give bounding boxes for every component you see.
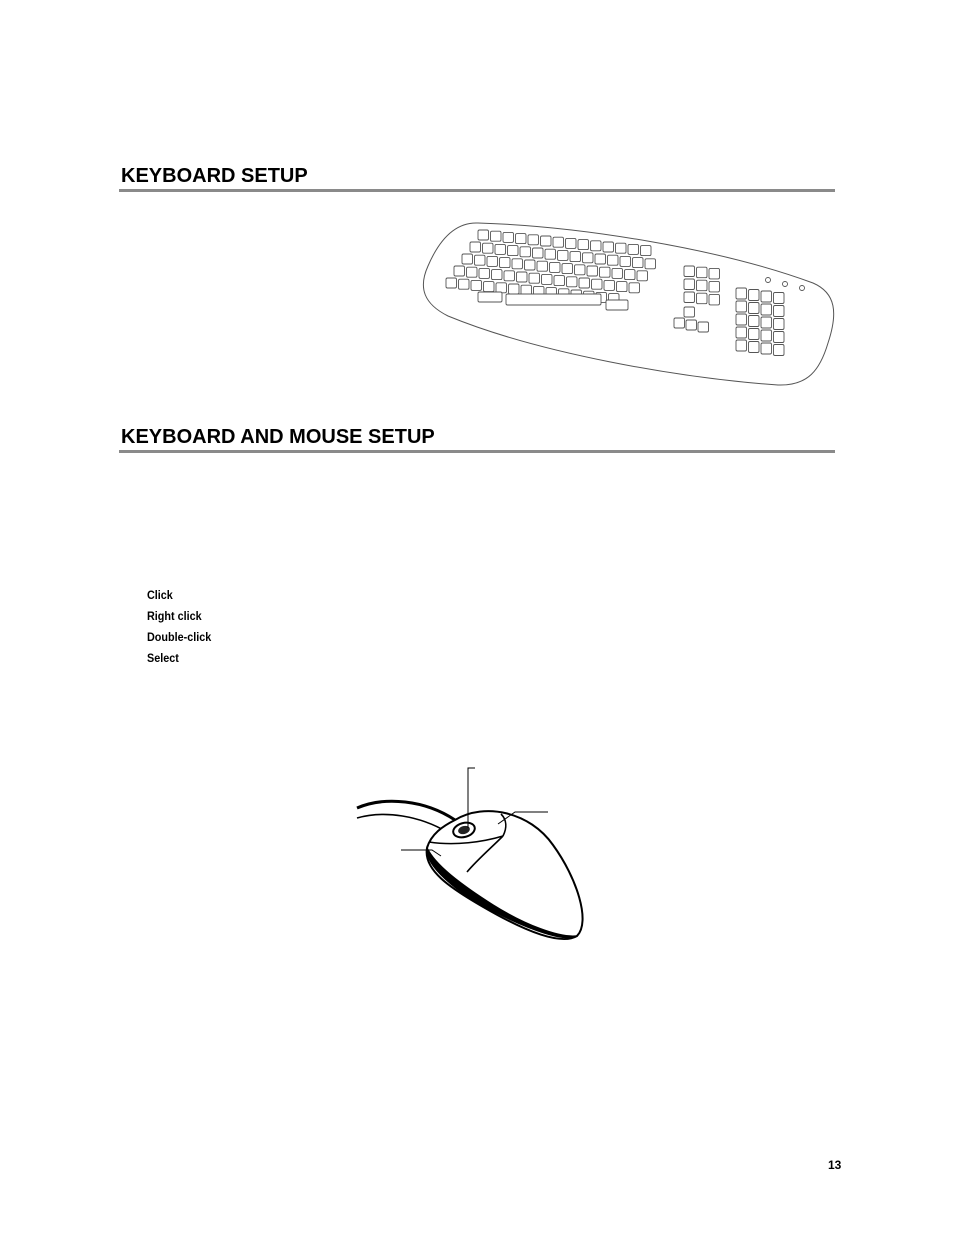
keyboard-key [567,277,578,287]
keyboard-key [645,259,656,269]
keyboard-key [529,273,540,283]
term-double-click: Double-click [147,630,212,644]
keyboard-key [542,274,553,284]
keyboard-key [495,244,506,254]
keyboard-mouse-setup-rule [119,450,835,453]
keyboard-key [698,322,709,332]
keyboard-key [520,247,531,257]
keyboard-key [595,254,606,264]
keyboard-key [578,240,589,250]
keyboard-setup-heading: KEYBOARD SETUP [121,165,308,187]
keyboard-key [566,238,577,248]
keyboard-key [471,280,482,290]
keyboard-key [697,267,708,278]
keyboard-key [579,278,590,288]
keyboard-key [709,294,720,305]
keyboard-key [774,345,785,356]
keyboard-key [553,237,564,247]
keyboard-key [509,284,520,294]
keyboard-key [591,241,602,251]
keyboard-key [478,230,489,240]
mouse-terms-list [147,587,218,671]
keyboard-key [686,320,697,330]
keyboard-key [749,290,760,301]
keyboard-key [600,267,611,277]
keyboard-key [736,314,747,325]
keyboard-key [554,276,565,286]
keyboard-key [736,288,747,299]
keyboard-key [761,291,772,302]
keyboard-key [684,266,695,277]
keyboard-key [500,258,511,268]
keyboard-key [562,264,573,274]
keyboard-key [604,280,615,290]
keyboard-key [684,292,695,303]
keyboard-key [608,255,619,265]
keyboard-key [575,265,586,275]
keyboard-key [761,317,772,328]
keyboard-key [629,283,640,293]
keyboard-key [570,252,581,262]
keyboard-key [749,329,760,340]
keyboard-key [541,236,552,246]
keyboard-key [736,340,747,351]
keyboard-key [478,292,502,302]
keyboard-key [697,293,708,304]
keyboard-key [749,303,760,314]
keyboard-key [749,316,760,327]
keyboard-key [462,254,473,264]
keyboard-key [583,253,594,263]
keyboard-setup-rule [119,189,835,192]
keyboard-key [496,283,507,293]
keyboard-key [592,279,603,289]
page-number: 13 [828,1158,842,1172]
keyboard-key [504,271,515,281]
keyboard-key [479,268,490,278]
keyboard-key [446,278,457,288]
keyboard-key [628,244,639,254]
keyboard-mouse-setup-heading: KEYBOARD AND MOUSE SETUP [121,426,435,448]
keyboard-key [761,304,772,315]
keyboard-illustration [418,218,838,390]
keyboard-key [637,271,648,281]
keyboard-key [616,243,627,253]
keyboard-key [761,330,772,341]
keyboard-key [517,272,528,282]
keyboard-key [697,280,708,291]
keyboard-key [684,279,695,290]
keyboard-key [774,332,785,343]
keyboard-key [545,249,556,259]
keyboard-key [550,262,561,272]
keyboard-key [709,281,720,292]
keyboard-key [603,242,614,252]
keyboard-key [633,258,644,268]
keyboard-key [508,246,519,256]
keyboard-key [483,243,494,253]
keyboard-key [709,268,720,279]
keyboard-key [454,266,465,276]
keyboard-key [487,256,498,266]
keyboard-key [525,260,536,270]
keyboard-key [587,266,598,276]
keyboard-key [620,256,631,266]
keyboard-key [528,235,539,245]
term-select: Select [147,651,179,665]
keyboard-key [736,301,747,312]
keyboard-key [736,327,747,338]
keyboard-key [506,294,601,305]
keyboard-key [749,342,760,353]
keyboard-key [459,279,470,289]
keyboard-key [617,282,628,292]
keyboard-key [491,231,502,241]
keyboard-key [761,343,772,354]
term-right-click: Right click [147,609,202,623]
keyboard-key [674,318,685,328]
keyboard-key [475,255,486,265]
keyboard-key [503,232,514,242]
keyboard-key [558,250,569,260]
keyboard-key [470,242,481,252]
keyboard-key [774,293,785,304]
keyboard-key [612,268,623,278]
keyboard-key [512,259,523,269]
keyboard-key [467,267,478,277]
keyboard-key [774,319,785,330]
keyboard-key [625,270,636,280]
keyboard-key [684,307,695,317]
term-click: Click [147,588,173,602]
keyboard-key [492,270,503,280]
keyboard-key [774,306,785,317]
mouse-illustration [355,760,595,945]
keyboard-key [641,246,652,256]
keyboard-key [516,234,527,244]
keyboard-key [537,261,548,271]
keyboard-key [484,282,495,292]
keyboard-key [606,300,628,310]
keyboard-key [533,248,544,258]
